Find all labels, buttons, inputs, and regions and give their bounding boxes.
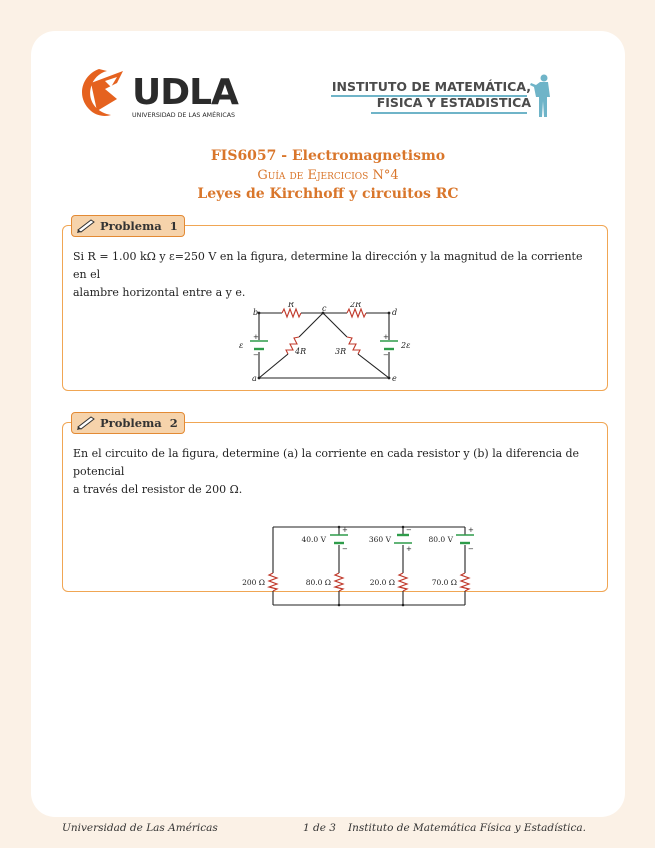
resistor-20-label: 20.0 Ω: [369, 578, 395, 587]
emf-left-label: ε: [239, 341, 244, 350]
problem-2-line2: a través del resistor de 200 Ω.: [73, 483, 243, 496]
page-sheet: [31, 31, 625, 817]
svg-text:+: +: [383, 333, 389, 341]
resistor-4R-label: 4R: [295, 347, 307, 356]
svg-text:−: −: [342, 545, 348, 553]
pencil-icon: [76, 416, 96, 430]
voltage-80-label: 80.0 V: [428, 535, 453, 544]
svg-text:+: +: [468, 526, 474, 534]
problem-1-label: Problema: [100, 219, 162, 233]
problem-1-tab: [71, 215, 185, 237]
svg-text:−: −: [383, 351, 389, 359]
problem-2-box: [62, 416, 608, 592]
problem-2-label: Problema: [100, 416, 162, 430]
problem-1-circuit: [231, 302, 431, 384]
problem-1-text: [73, 248, 597, 302]
problem-2-text: [73, 445, 597, 499]
node-a-label: a: [252, 374, 257, 383]
voltage-40-label: 40.0 V: [301, 535, 326, 544]
footer-page: 1 de 3: [303, 822, 336, 834]
emf-right-label: 2ε: [401, 341, 411, 350]
svg-text:+: +: [406, 545, 412, 553]
udla-swoosh-icon: [77, 67, 257, 121]
problem-1-line2: alambre horizontal entre a y e.: [73, 286, 246, 299]
resistor-3R-label: 3R: [335, 347, 347, 356]
pencil-icon: [76, 219, 96, 233]
resistor-70-label: 70.0 Ω: [431, 578, 457, 587]
node-d-label: d: [392, 308, 398, 317]
svg-text:+: +: [342, 526, 348, 534]
resistor-R-label: R: [288, 302, 295, 309]
problem-2-number: 2: [169, 416, 178, 430]
svg-text:−: −: [468, 545, 474, 553]
problem-1-box: [62, 219, 608, 391]
node-b-label: b: [253, 308, 259, 317]
svg-text:−: −: [253, 351, 259, 359]
footer-right: Instituto de Matemática Física y Estadística.: [348, 822, 586, 834]
problem-2-circuit: [225, 521, 481, 613]
figure-person-icon: [530, 75, 550, 118]
udla-sub: UNIVERSIDAD DE LAS AMÉRICAS: [132, 112, 236, 119]
institute-line2: FÍSICA Y ESTADÍSTICA: [376, 95, 531, 110]
footer-left: Universidad de Las Américas: [62, 822, 218, 834]
problem-1-line1: Si R = 1.00 kΩ y ε=250 V en la figura, determine la dirección y la magnitud de la corriente en el: [73, 250, 583, 281]
course-title: FIS6057 - Electromagnetismo: [210, 148, 446, 164]
institute-line1: INSTITUTO DE MATEMÁTICA,: [331, 79, 531, 94]
udla-name: UDLA: [132, 72, 238, 113]
problem-2-line1: En el circuito de la figura, determine (a) la corriente en cada resistor y (b) la diferencia de potencial: [73, 447, 580, 478]
svg-text:+: +: [253, 333, 259, 341]
udla-logo: [77, 67, 257, 125]
institute-logo: [331, 73, 553, 125]
title-block: [31, 147, 625, 204]
guide-title: Guía de Ejercicios N°4: [257, 168, 399, 183]
problem-1-number: 1: [169, 219, 178, 233]
voltage-360-label: 360 V: [368, 535, 391, 544]
resistor-200-label: 200 Ω: [242, 578, 265, 587]
problem-2-tab: [71, 412, 185, 434]
svg-text:−: −: [406, 526, 412, 534]
node-c-label: c: [322, 304, 327, 313]
topic-title: Leyes de Kirchhoff y circuitos RC: [197, 186, 459, 202]
resistor-80-label: 80.0 Ω: [305, 578, 331, 587]
resistor-2R-label: 2R: [350, 302, 362, 309]
node-e-label: e: [392, 374, 397, 383]
